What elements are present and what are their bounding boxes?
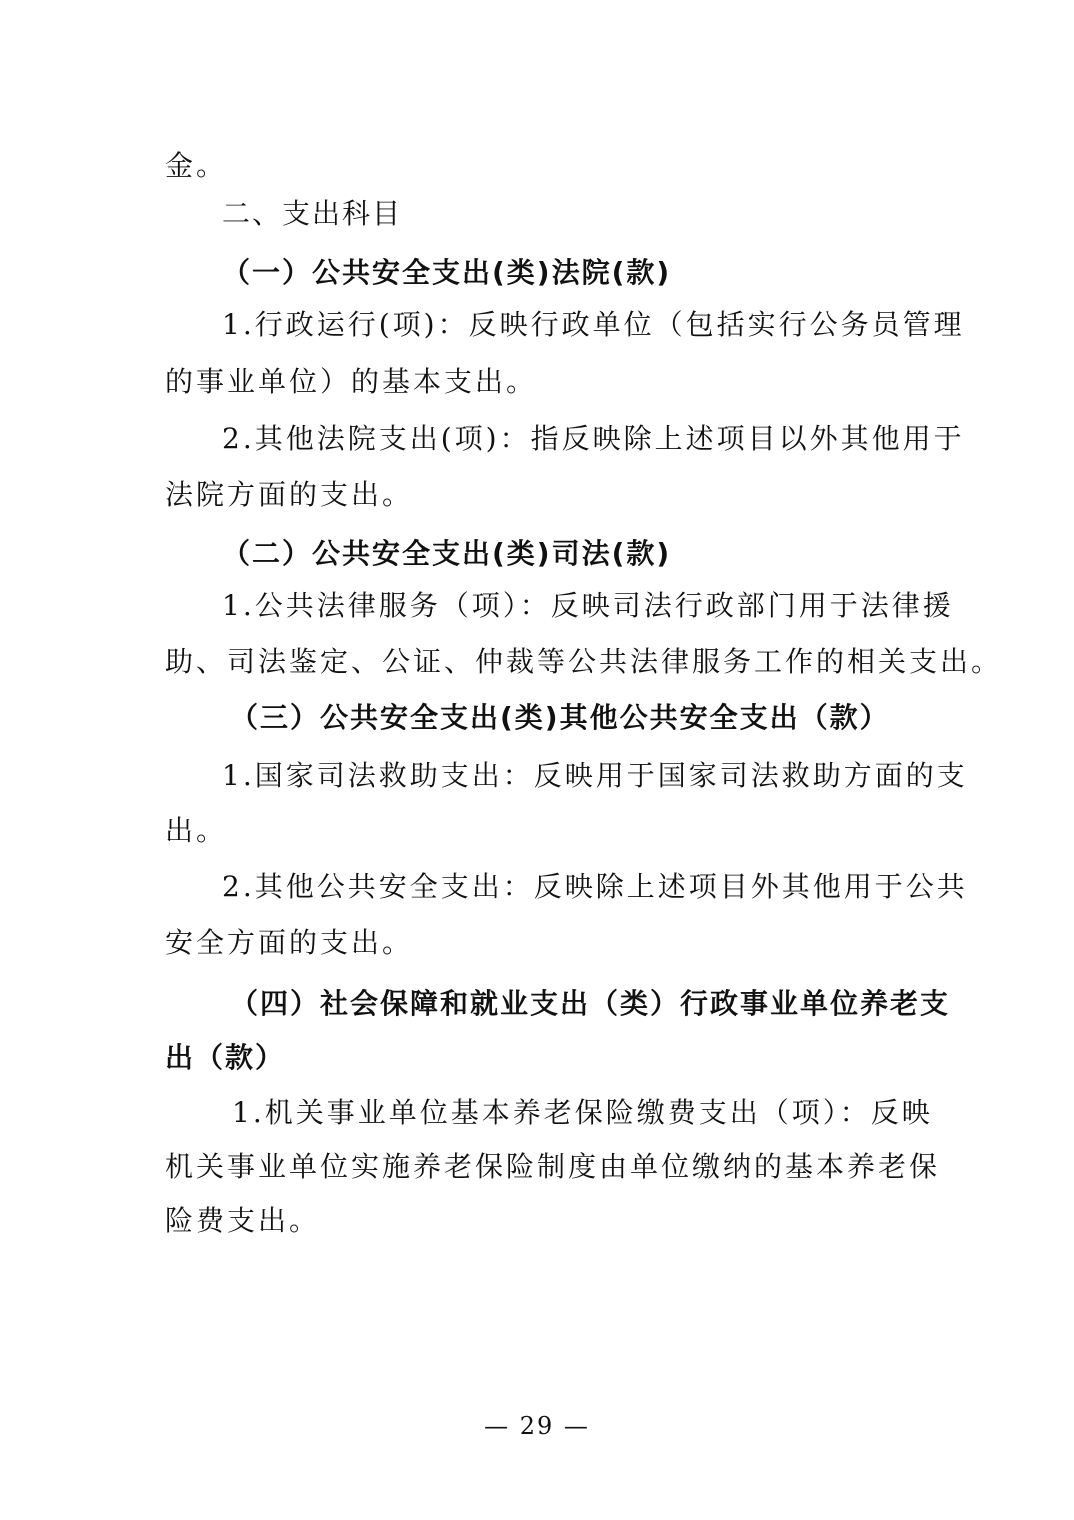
paragraph-judicial-aid-line1: 1.国家司法救助支出：反映用于国家司法救助方面的支: [222, 759, 968, 792]
paragraph-other-court-line1: 2.其他法院支出(项)：指反映除上述项目以外其他用于: [222, 422, 965, 455]
paragraph-pension-line3: 险费支出。: [165, 1204, 321, 1237]
subheading-other-public-security: （三）公共安全支出(类)其他公共安全支出（款）: [230, 701, 890, 734]
subheading-social-security-line2: 出（款）: [165, 1041, 286, 1074]
subheading-court: （一）公共安全支出(类)法院(款): [222, 256, 672, 289]
subheading-social-security-line1: （四）社会保障和就业支出（类）行政事业单位养老支: [230, 987, 951, 1020]
paragraph-other-court-line2: 法院方面的支出。: [165, 478, 414, 511]
paragraph-legal-service-line2: 助、司法鉴定、公证、仲裁等公共法律服务工作的相关支出。: [165, 645, 1003, 678]
paragraph-pension-line2: 机关事业单位实施养老保险制度由单位缴纳的基本养老保: [165, 1150, 941, 1183]
paragraph-admin-operation-line1: 1.行政运行(项)：反映行政单位（包括实行公务员管理: [222, 308, 965, 341]
paragraph-admin-operation-line2: 的事业单位）的基本支出。: [165, 365, 538, 398]
paragraph-judicial-aid-line2: 出。: [165, 814, 228, 847]
paragraph-legal-service-line1: 1.公共法律服务（项）：反映司法行政部门用于法律援: [222, 589, 954, 622]
paragraph-other-security-line1: 2.其他公共安全支出：反映除上述项目外其他用于公共: [222, 870, 968, 903]
text-line-continuation: 金。: [165, 149, 228, 182]
subheading-judicial: （二）公共安全支出(类)司法(款): [222, 537, 672, 570]
paragraph-pension-line1: 1.机关事业单位基本养老保险缴费支出（项）：反映: [232, 1096, 933, 1129]
paragraph-other-security-line2: 安全方面的支出。: [165, 926, 414, 959]
section-heading-expenditure-items: 二、支出科目: [222, 197, 403, 230]
page-number: — 29 —: [484, 1412, 590, 1440]
